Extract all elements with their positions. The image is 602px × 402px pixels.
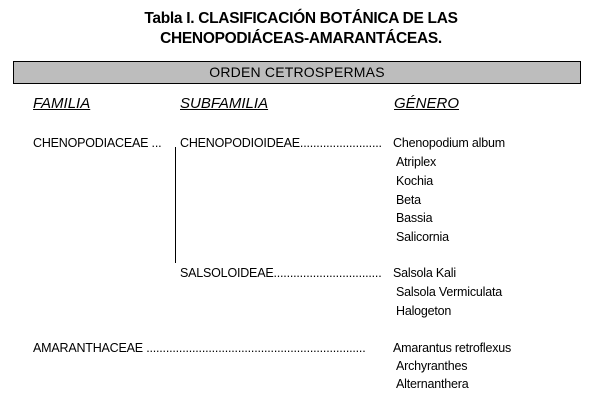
genero-item: Salicornia	[396, 230, 449, 244]
column-header-familia: FAMILIA	[33, 95, 91, 112]
bracket-line	[175, 147, 176, 263]
genero-item: Kochia	[396, 174, 434, 188]
column-header-genero: GÉNERO	[394, 95, 460, 112]
table-title-line-2: CHENOPODIÁCEAS-AMARANTÁCEAS.	[160, 30, 442, 47]
genero-item: Salsola Vermiculata	[396, 285, 502, 299]
familia-amaranthaceae: AMARANTHACEAE ...................................................................	[33, 341, 366, 355]
subfamilia-chenopodioideae: CHENOPODIOIDEAE.........................	[180, 136, 382, 150]
genero-item: Alternanthera	[396, 377, 469, 391]
subfamilia-salsoloideae: SALSOLOIDEAE.................................	[180, 266, 382, 280]
genero-item: Archyranthes	[396, 359, 468, 373]
genero-item: Atriplex	[396, 155, 437, 169]
genero-item: Bassia	[396, 211, 433, 225]
table-title-line-1: Tabla I. CLASIFICACIÓN BOTÁNICA DE LAS	[144, 10, 458, 27]
genero-item: Halogeton	[396, 304, 452, 318]
familia-chenopodiaceae: CHENOPODIACEAE ...	[33, 136, 162, 150]
genero-item: Salsola Kali	[393, 266, 456, 280]
column-header-subfamilia: SUBFAMILIA	[180, 95, 269, 112]
genero-item: Amarantus retroflexus	[393, 341, 512, 355]
order-banner: ORDEN CETROSPERMAS	[13, 61, 581, 84]
genero-item: Chenopodium album	[393, 136, 505, 150]
genero-item: Beta	[396, 193, 421, 207]
